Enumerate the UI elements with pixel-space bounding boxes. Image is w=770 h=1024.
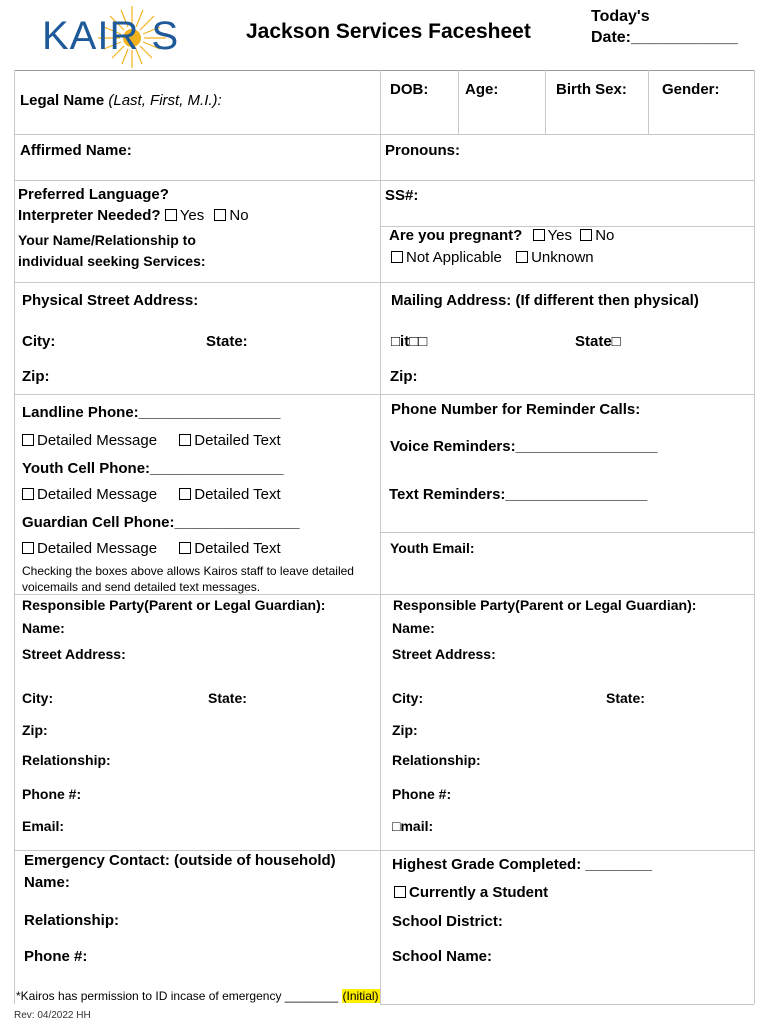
youth-cell-options: Detailed Message Detailed Text xyxy=(22,486,281,503)
rule xyxy=(14,282,754,283)
rp-right-city-label[interactable]: City: xyxy=(392,690,424,706)
your-name-relationship-label[interactable]: Your Name/Relationship to individual seeking Services: xyxy=(18,232,206,269)
pregnant-yes-checkbox[interactable] xyxy=(533,229,545,241)
responsible-party-left-heading: Responsible Party(Parent or Legal Guardian): xyxy=(22,597,326,613)
pregnant-na-checkbox[interactable] xyxy=(391,251,403,263)
rule xyxy=(380,532,754,533)
youth-cell-phone-label[interactable]: Youth Cell Phone:________________ xyxy=(22,460,284,477)
city-label[interactable]: City: xyxy=(22,333,56,350)
divider xyxy=(545,70,546,134)
rule xyxy=(14,180,754,181)
currently-student-row: Currently a Student xyxy=(394,884,548,901)
youth-detailed-text-checkbox[interactable] xyxy=(179,488,191,500)
pronouns-label[interactable]: Pronouns: xyxy=(385,142,460,159)
youth-email-label[interactable]: Youth Email: xyxy=(390,540,475,556)
legal-name-label[interactable]: Legal Name (Last, First, M.I.): xyxy=(20,92,222,109)
zip-label[interactable]: Zip: xyxy=(22,368,50,385)
rp-left-relationship-label[interactable]: Relationship: xyxy=(22,752,111,768)
highest-grade-label[interactable]: Highest Grade Completed: ________ xyxy=(392,856,653,873)
ssn-label[interactable]: SS#: xyxy=(385,187,419,204)
rule xyxy=(380,1004,754,1005)
preferred-language-label[interactable]: Preferred Language? xyxy=(18,186,169,203)
revision-note: Rev: 04/2022 HH xyxy=(14,1010,91,1021)
rp-left-street-label[interactable]: Street Address: xyxy=(22,646,126,662)
pregnant-options-row2: Not Applicable Unknown xyxy=(391,249,594,266)
initial-highlight: (Initial) xyxy=(342,989,379,1003)
guardian-cell-phone-label[interactable]: Guardian Cell Phone:_______________ xyxy=(22,514,300,531)
divider xyxy=(458,70,459,134)
guardian-detailed-message-checkbox[interactable] xyxy=(22,542,34,554)
rule xyxy=(14,134,754,135)
guardian-detailed-text-checkbox[interactable] xyxy=(179,542,191,554)
landline-options: Detailed Message Detailed Text xyxy=(22,432,281,449)
right-border xyxy=(754,70,755,1004)
text-reminders-label[interactable]: Text Reminders:_________________ xyxy=(389,486,648,503)
gender-label[interactable]: Gender: xyxy=(662,81,720,98)
rp-right-relationship-label[interactable]: Relationship: xyxy=(392,752,481,768)
divider xyxy=(648,70,649,134)
reminder-calls-heading: Phone Number for Reminder Calls: xyxy=(391,401,641,418)
left-border xyxy=(14,70,15,1004)
rp-left-zip-label[interactable]: Zip: xyxy=(22,722,48,738)
youth-detailed-message-checkbox[interactable] xyxy=(22,488,34,500)
emergency-name-label[interactable]: Name: xyxy=(24,874,70,891)
rp-right-name-label[interactable]: Name: xyxy=(392,620,435,636)
mailing-state-label[interactable]: State□ xyxy=(575,333,621,350)
school-district-label[interactable]: School District: xyxy=(392,913,503,930)
rp-right-street-label[interactable]: Street Address: xyxy=(392,646,496,662)
guardian-cell-options: Detailed Message Detailed Text xyxy=(22,540,281,557)
pregnant-unknown-checkbox[interactable] xyxy=(516,251,528,263)
rule xyxy=(14,394,754,395)
school-name-label[interactable]: School Name: xyxy=(392,948,493,965)
dob-label[interactable]: DOB: xyxy=(390,81,429,98)
rp-right-email-label[interactable]: □mail: xyxy=(392,818,434,834)
emergency-permission-note[interactable]: *Kairos has permission to ID incase of emergency ________ (Initial) xyxy=(16,989,379,1003)
landline-detailed-text-checkbox[interactable] xyxy=(179,434,191,446)
checking-boxes-note: Checking the boxes above allows Kairos staff to leave detailed voicemails and send detailed text messages. xyxy=(22,564,354,594)
kairos-logo xyxy=(14,4,204,68)
mailing-address-label[interactable]: Mailing Address: (If different then physical) xyxy=(391,292,699,309)
rp-left-phone-label[interactable]: Phone #: xyxy=(22,786,82,802)
center-divider xyxy=(380,70,381,1004)
rp-left-city-label[interactable]: City: xyxy=(22,690,54,706)
logo-text: KAIR S xyxy=(42,14,180,58)
interpreter-yes-checkbox[interactable] xyxy=(165,209,177,221)
rp-left-email-label[interactable]: Email: xyxy=(22,818,65,834)
todays-date-label[interactable]: Today's Date:____________ xyxy=(591,8,738,46)
landline-phone-label[interactable]: Landline Phone:_________________ xyxy=(22,404,281,421)
pregnant-row: Are you pregnant? Yes No xyxy=(389,227,615,244)
page-title: Jackson Services Facesheet xyxy=(246,20,531,43)
rp-right-state-label[interactable]: State: xyxy=(606,690,645,706)
physical-address-label[interactable]: Physical Street Address: xyxy=(22,292,199,309)
mailing-city-label[interactable]: □it□□ xyxy=(391,333,428,350)
state-label[interactable]: State: xyxy=(206,333,248,350)
emergency-relationship-label[interactable]: Relationship: xyxy=(24,912,120,929)
responsible-party-right-heading: Responsible Party(Parent or Legal Guardian): xyxy=(393,597,697,613)
landline-detailed-message-checkbox[interactable] xyxy=(22,434,34,446)
rp-right-zip-label[interactable]: Zip: xyxy=(392,722,418,738)
age-label[interactable]: Age: xyxy=(465,81,499,98)
currently-student-checkbox[interactable] xyxy=(394,886,406,898)
mailing-zip-label[interactable]: Zip: xyxy=(390,368,418,385)
interpreter-needed-row: Interpreter Needed? Yes No xyxy=(18,207,249,224)
birth-sex-label[interactable]: Birth Sex: xyxy=(556,81,627,98)
header-rule xyxy=(14,70,754,71)
voice-reminders-label[interactable]: Voice Reminders:_________________ xyxy=(390,438,658,455)
affirmed-name-label[interactable]: Affirmed Name: xyxy=(20,142,132,159)
rule xyxy=(14,850,754,851)
emergency-phone-label[interactable]: Phone #: xyxy=(24,948,88,965)
rp-right-phone-label[interactable]: Phone #: xyxy=(392,786,452,802)
pregnant-no-checkbox[interactable] xyxy=(580,229,592,241)
rp-left-name-label[interactable]: Name: xyxy=(22,620,65,636)
emergency-contact-heading: Emergency Contact: (outside of household) xyxy=(24,852,336,869)
interpreter-no-checkbox[interactable] xyxy=(214,209,226,221)
rp-left-state-label[interactable]: State: xyxy=(208,690,247,706)
